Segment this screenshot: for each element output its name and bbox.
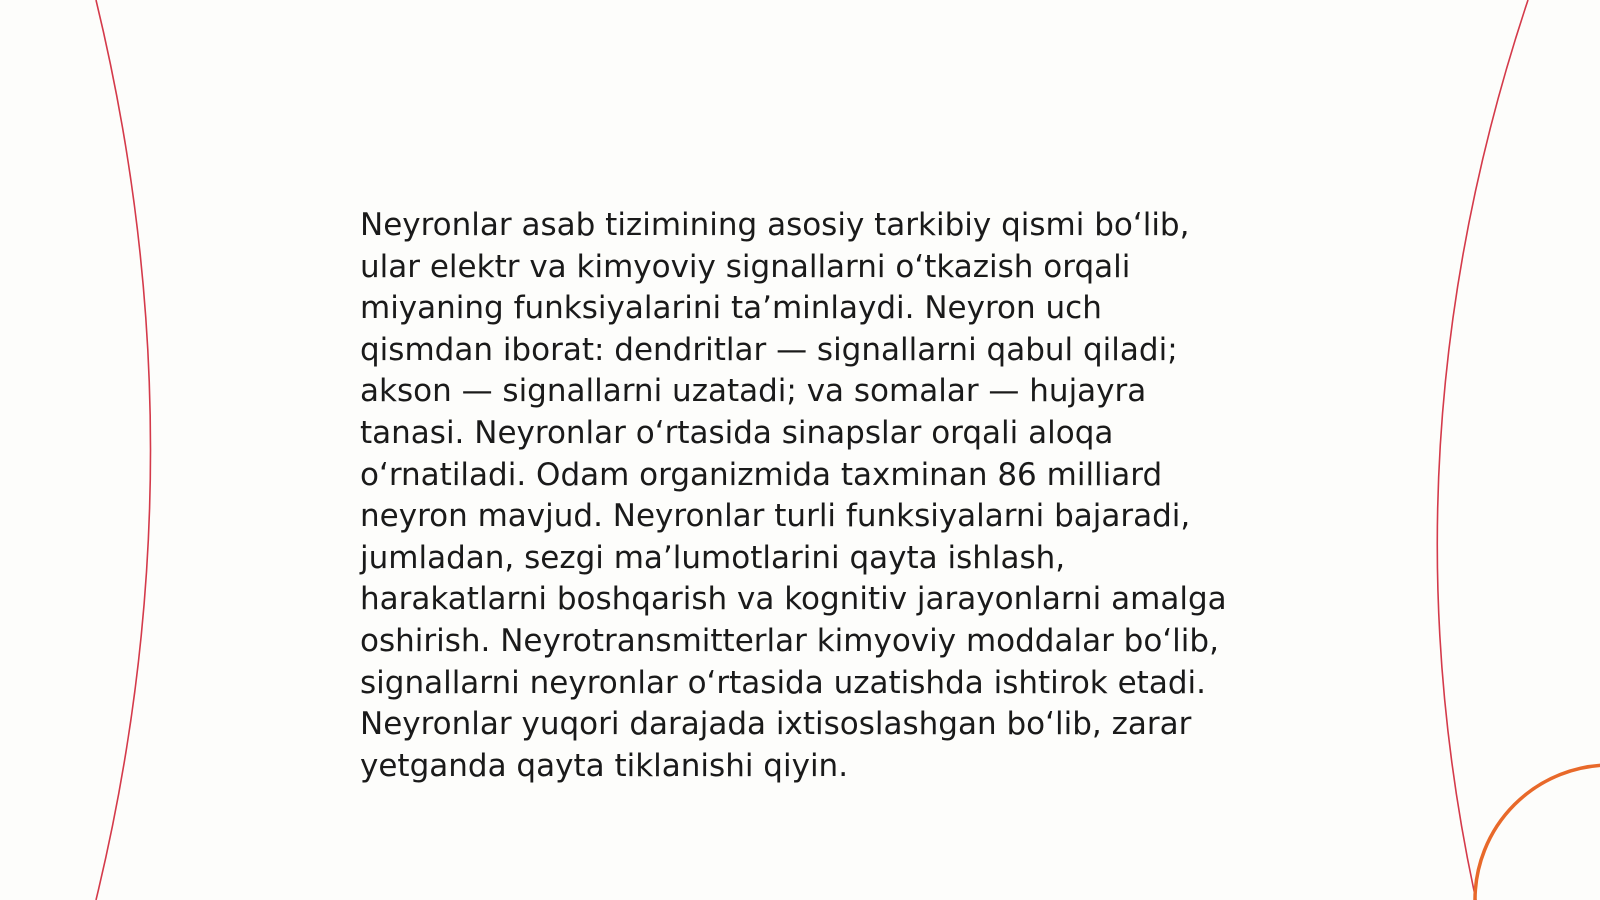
right-curve-line (1437, 0, 1528, 900)
accent-arc (1475, 765, 1600, 900)
body-paragraph: Neyronlar asab tizimining asosiy tarkibiy qismi bo‘lib, ular elektr va kimyoviy signallarni o‘tkazish orqali miyaning funksiyalarini ta’minlaydi. Neyron uch qismdan iborat: dendritlar — signallarni qabul qiladi; akson — signallarni uzatadi; va somalar — hujayra tanasi. Neyronlar o‘rtasida sinapslar orqali aloqa o‘rnatiladi. Odam organizmida taxminan 86 milliard neyron mavjud. Neyronlar turli funksiyalarni bajaradi, jumladan, sezgi ma’lumotlarini qayta ishlash, harakatlarni boshqarish va kognitiv jarayonlarni amalga oshirish. Neyrotransmitterlar kimyoviy moddalar bo‘lib, signallarni neyronlar o‘rtasida uzatishda ishtirok etadi. Neyronlar yuqori darajada ixtisoslashgan bo‘lib, zarar yetganda qayta tiklanishi qiyin. (360, 207, 1227, 784)
left-curve-line (96, 0, 151, 900)
